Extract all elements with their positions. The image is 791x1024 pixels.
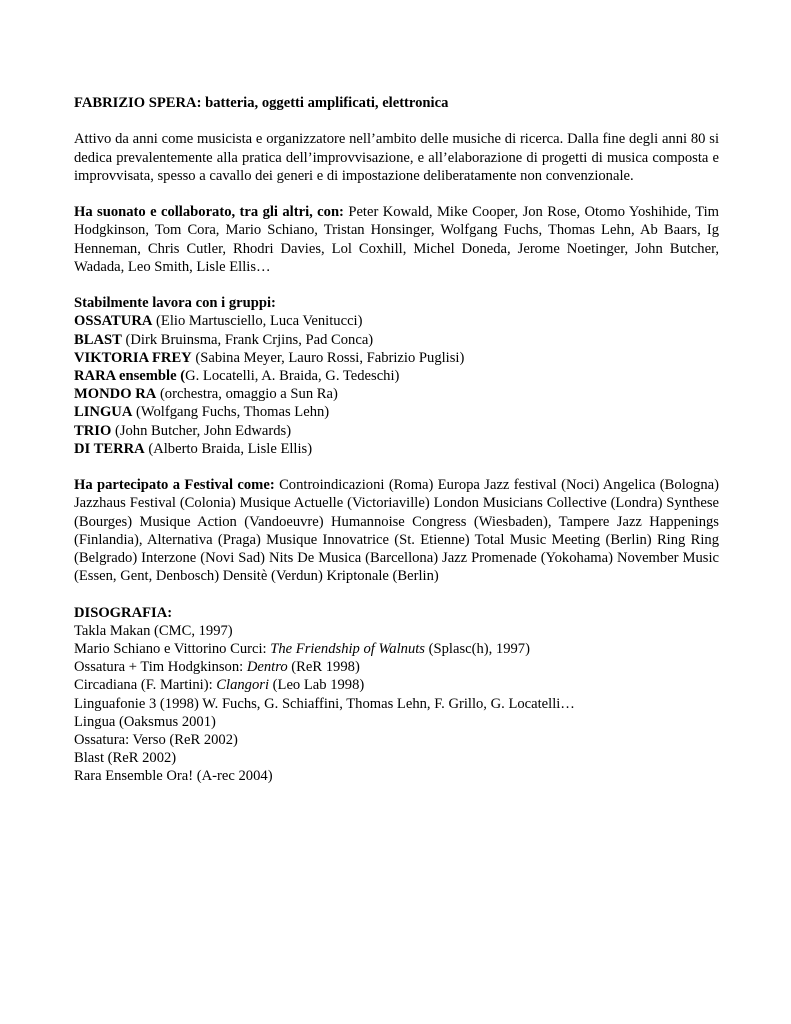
discography-item: Ossatura: Verso (ReR 2002) bbox=[74, 732, 238, 749]
discography-item: Ossatura + Tim Hodgkinson: Dentro (ReR 1998) bbox=[74, 659, 360, 676]
discography-item: Takla Makan (CMC, 1997) bbox=[74, 622, 233, 639]
festivals-heading: Ha partecipato a Festival come: bbox=[74, 477, 275, 494]
collaborations-paragraph bbox=[74, 203, 719, 276]
groups-heading: Stabilmente lavora con i gruppi: bbox=[74, 295, 276, 312]
festivals-paragraph bbox=[74, 476, 719, 585]
discography-item: Linguafonie 3 (1998) W. Fuchs, G. Schiaffini, Thomas Lehn, F. Grillo, G. Locatelli… bbox=[74, 695, 575, 712]
group-item: DI TERRA (Alberto Braida, Lisle Ellis) bbox=[74, 440, 313, 457]
group-item: VIKTORIA FREY (Sabina Meyer, Lauro Rossi, Fabrizio Puglisi) bbox=[74, 349, 465, 366]
discography-section bbox=[74, 604, 719, 786]
discography-item: Rara Ensemble Ora! (A-rec 2004) bbox=[74, 768, 273, 785]
group-item: MONDO RA (orchestra, omaggio a Sun Ra) bbox=[74, 386, 338, 403]
groups-section bbox=[74, 294, 719, 458]
festivals-text: Controindicazioni (Roma) Europa Jazz festival (Noci) Angelica (Bologna) Jazzhaus Festival (Colonia) Musique Actuelle (Victoriaville) London Musicians Collective (Londra) Synthese (Bourges) Musique Action (Vandoeuvre) Humannoise Congress (Wiesbaden), Tampere Jazz Happenings (Finlandia), Alternativa (Praga) Musique Innovatrice (St. Etienne) Total Music Meeting (Berlin) Ring Ring (Belgrado) Interzone (Novi Sad) Nits De Musica (Barcellona) Jazz Promenade (Yokohama) November Music (Essen, Gent, Denbosch) Densitè (Verdun) Kriptonale (Berlin) bbox=[74, 477, 719, 585]
discography-item: Lingua (Oaksmus 2001) bbox=[74, 713, 216, 730]
group-item: LINGUA (Wolfgang Fuchs, Thomas Lehn) bbox=[74, 404, 330, 421]
discography-item: Mario Schiano e Vittorino Curci: The Friendship of Walnuts (Splasc(h), 1997) bbox=[74, 641, 530, 658]
intro-paragraph: Attivo da anni come musicista e organizzatore nell’ambito delle musiche di ricerca. Dalla fine degli anni 80 si dedica prevalentemente alla pratica dell’improvvisazione, e all’elaborazione di progetti di musica composta e improvvisata, spesso a cavallo dei generi e di impostazione deliberatamente non convenzionale. bbox=[74, 131, 719, 184]
collaborations-text: Peter Kowald, Mike Cooper, Jon Rose, Otomo Yoshihide, Tim Hodgkinson, Tom Cora, Mario Schiano, Tristan Honsinger, Wolfgang Fuchs, Thomas Lehn, Ab Baars, Ig Henneman, Chris Cutler, Rhodri Davies, Lol Coxhill, Michel Doneda, Jerome Noetinger, John Butcher, Wadada, Leo Smith, Lisle Ellis… bbox=[74, 204, 719, 275]
group-item: TRIO (John Butcher, John Edwards) bbox=[74, 422, 292, 439]
document-page bbox=[74, 94, 719, 786]
discography-item: Blast (ReR 2002) bbox=[74, 750, 177, 767]
collaborations-heading: Ha suonato e collaborato, tra gli altri, con: bbox=[74, 204, 344, 221]
group-item: RARA ensemble (G. Locatelli, A. Braida, G. Tedeschi) bbox=[74, 368, 400, 384]
discography-item: Circadiana (F. Martini): Clangori (Leo Lab 1998) bbox=[74, 677, 365, 694]
group-item: BLAST (Dirk Bruinsma, Frank Crjins, Pad Conca) bbox=[74, 331, 374, 348]
discography-heading: DISOGRAFIA: bbox=[74, 604, 173, 621]
document-title: FABRIZIO SPERA: batteria, oggetti amplificati, elettronica bbox=[74, 95, 449, 111]
group-item: OSSATURA (Elio Martusciello, Luca Venitucci) bbox=[74, 313, 363, 330]
